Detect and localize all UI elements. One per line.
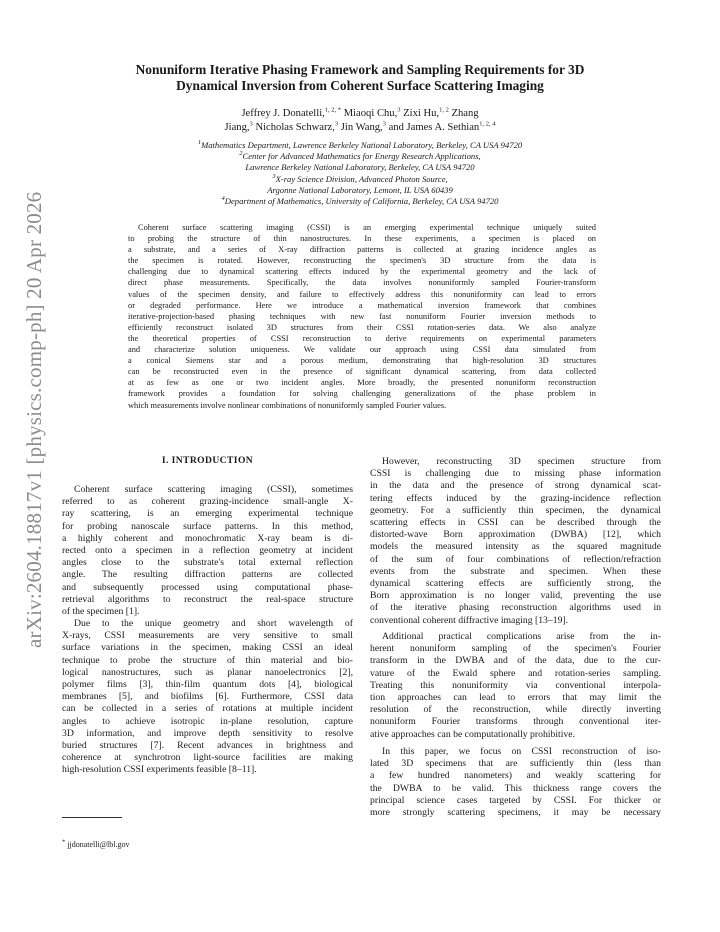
author-name: and James A. Sethian xyxy=(385,122,480,133)
affiliation-text: Mathematics Department, Lawrence Berkeley National Laboratory, Berkeley, CA USA 94720 xyxy=(201,140,523,150)
body-line: and subsequently processed using computational phase- xyxy=(62,581,353,593)
author-name: Jiang, xyxy=(224,122,250,133)
body-line: logical nanostructures, such as planar nanoelectronics [2], xyxy=(62,666,353,678)
abstract xyxy=(128,222,596,411)
body-line: dynamical scattering effects are sufficiently strong, the xyxy=(370,578,661,590)
affiliation-marker: 3 xyxy=(382,120,386,128)
body-line: coherence at synchrotron light-source facilities are making xyxy=(62,752,353,764)
abstract-line: to probing the structure of thin nanostructures. In these experiments, a specimen is placed on xyxy=(128,234,596,244)
paper-title xyxy=(80,62,640,94)
affiliation-marker: 3 xyxy=(334,120,339,128)
body-line: buried structures [7]. Recent advances in brightness and xyxy=(62,740,353,752)
author-name: Zixi Hu, xyxy=(400,108,440,119)
abstract-line: the specimen is rotated. However, reconstructing the specimen's 3D structure from the data is xyxy=(128,256,596,266)
affiliation xyxy=(100,140,620,151)
body-line: CSSI is challenging due to missing phase information xyxy=(370,468,661,480)
author-name: Miaoqi Chu, xyxy=(341,108,398,119)
abstract-line: the theoretical properties of CSSI reconstruction to derive requirements on experimental parameters xyxy=(128,333,596,343)
body-line: of the specimen [1]. xyxy=(62,606,140,618)
author-name: Jeffrey J. Donatelli, xyxy=(241,108,325,119)
abstract-line: a conical Siemens star and a porous medium, demonstrating that high-resolution 3D structures xyxy=(128,356,596,366)
affiliation-text: Argonne National Laboratory, Lemont, IL USA 60439 xyxy=(267,184,453,195)
affiliation-marker: 3 xyxy=(397,106,401,114)
affiliation-text: X-ray Science Division, Advanced Photon Source, xyxy=(275,173,448,184)
abstract-line: values of the specimen density, and failure to effectively address this nonuniformity can lead to errors xyxy=(128,289,596,299)
body-line: of the sum of four combinations of reflection/refraction xyxy=(370,553,661,565)
affiliation-marker: 4 xyxy=(221,195,225,203)
body-line: However, reconstructing 3D specimen structure from xyxy=(382,456,661,467)
affiliation-text: Center for Advanced Mathematics for Energy Research Applications, xyxy=(242,151,481,162)
abstract-line: and characterize solution uniqueness. We validate our approach using CSSI data simulated from xyxy=(128,345,596,355)
author-list xyxy=(100,107,620,135)
body-line: events from the substrate and specimen. When these xyxy=(370,565,661,577)
body-line: resolution of the reconstruction, while directly inverting xyxy=(370,704,661,716)
right-column-paragraph-1 xyxy=(370,456,661,627)
abstract-line: direct phase measurements. Specifically, the data involves nonuniformly sampled Fourier-transform xyxy=(128,278,596,288)
body-line: a few hundred nanometers) and weakly scattering for xyxy=(370,770,661,782)
abstract-line: can be reconstructed even in the presence of significant dynamical scattering, from data collected xyxy=(128,367,596,377)
body-line: Coherent surface scattering imaging (CSSI), sometimes xyxy=(74,484,353,495)
title-line: Dynamical Inversion from Coherent Surface Scattering Imaging xyxy=(176,78,544,93)
body-line: angles to achieve isotropic in-plane resolution, capture xyxy=(62,715,353,727)
body-line: principal science cases targeted by CSSI. For thicker or xyxy=(370,794,661,806)
title-line: Nonuniform Iterative Phasing Framework and Sampling Requirements for 3D xyxy=(135,62,585,77)
body-line: Additional practical complications arise from the in- xyxy=(382,631,661,642)
affiliation-marker: 1, 2, * xyxy=(324,106,342,114)
right-column-paragraph-2 xyxy=(370,631,661,741)
affiliation-marker: 1, 2 xyxy=(439,106,449,114)
affiliation xyxy=(100,151,620,162)
right-column-paragraph-3 xyxy=(370,746,661,819)
body-line: conventional coherent diffractive imaging [13–19]. xyxy=(370,614,569,626)
body-line: angle. The resulting diffraction patterns are collected xyxy=(62,569,353,581)
affiliation-marker: 3 xyxy=(272,172,276,180)
body-line: distorted-wave Born approximation (DWBA) [12], which xyxy=(370,529,661,541)
abstract-line: iterative-projection-based phasing techniques with new fast nonuniform Fourier inversion methods to xyxy=(128,311,596,321)
author-name: Zhang xyxy=(448,108,479,119)
body-line: tering effects induced by the grazing-incidence reflection xyxy=(370,492,661,504)
body-line: nonuniform Fourier transforms through conventional iter- xyxy=(370,716,661,728)
abstract-line: or degraded performance. Here we introduce a mathematical inversion framework that combines xyxy=(128,300,596,310)
affiliation xyxy=(100,196,620,207)
body-line: for probing nanoscale surface patterns. In this method, xyxy=(62,520,353,532)
abstract-line: framework provides a foundation for solving challenging generalizations of the phase problem in xyxy=(128,389,596,399)
body-line: Born approximation is no longer valid, preventing the use xyxy=(370,590,661,602)
body-line: ray scattering, is an emerging experimental technique xyxy=(62,508,353,520)
body-line: models the measured intensity as the squared magnitude xyxy=(370,541,661,553)
body-line: retrieval algorithms to reconstruct the real-space structure xyxy=(62,593,353,605)
body-line: ative approaches can be computationally prohibitive. xyxy=(370,728,575,740)
body-line: of the iterative phasing reconstruction algorithms used in xyxy=(370,602,661,614)
affiliation-text: Lawrence Berkeley National Laboratory, Berkeley, CA USA 94720 xyxy=(245,162,475,173)
body-line: herent nonuniform sampling of the specimen's Fourier xyxy=(370,643,661,655)
body-line: more strongly scattering specimens, it may be necessary xyxy=(370,807,661,819)
abstract-line: challenging due to dynamical scattering effects induced by the experimental geometry and the lack of xyxy=(128,267,596,277)
author-name: Nicholas Schwarz, xyxy=(252,122,335,133)
body-line: angles close to the substrate's total external reflection xyxy=(62,557,353,569)
footnote-email: jjdonatelli@lbl.gov xyxy=(67,840,130,849)
affiliation xyxy=(100,162,620,173)
affiliation-marker: 1, 2, 4 xyxy=(479,120,496,128)
body-line: in the data and the presence of strong dynamical scat- xyxy=(370,480,661,492)
body-line: referred to as coherent grazing-incidence small-angle X- xyxy=(62,496,353,508)
abstract-line: a substrate, and a series of X-ray diffraction patterns is collected at grazing incidence angles as xyxy=(128,245,596,255)
abstract-line: which measurements involve nonlinear combinations of nonuniformly sampled Fourier values. xyxy=(128,400,447,410)
affiliation-marker: 2 xyxy=(239,150,243,158)
body-line: vature of the Ewald sphere and rotation-series sampling. xyxy=(370,667,661,679)
body-line: Treating this nonuniformity via conventional interpola- xyxy=(370,679,661,691)
body-line: X-rays, CSSI measurements are very sensitive to small xyxy=(62,630,353,642)
abstract-line: at as few as one or two incident angles. More broadly, the presented nonuniform reconstruction xyxy=(128,378,596,388)
body-line: Due to the unique geometry and short wavelength of xyxy=(74,618,353,629)
footnote-divider xyxy=(62,817,122,818)
affiliation-text: Department of Mathematics, University of California, Berkeley, CA USA 94720 xyxy=(224,196,499,207)
affiliation-marker: 3 xyxy=(249,120,253,128)
author-line xyxy=(100,107,620,121)
affiliation-marker: 1 xyxy=(197,139,202,147)
body-line: high-resolution CSSI experiments feasible [8–11]. xyxy=(62,764,257,776)
footnote-marker: * xyxy=(62,838,66,846)
affiliation xyxy=(100,185,620,196)
author-name: Jin Wang, xyxy=(338,122,383,133)
body-line: lated 3D specimens that are sufficiently thin (less than xyxy=(370,758,661,770)
affiliations xyxy=(100,140,620,207)
affiliation xyxy=(100,174,620,185)
body-line: can be collected in a series of rotations at multiple incident xyxy=(62,703,353,715)
body-line: technique to probe the structure of thin material and bio- xyxy=(62,654,353,666)
abstract-line: efficiently reconstruct isolated 3D structures from their CSSI rotation-series data. We also analyze xyxy=(128,322,596,332)
body-line: In this paper, we focus on CSSI reconstruction of iso- xyxy=(382,746,661,757)
body-line: surface variations in the specimen, making CSSI an ideal xyxy=(62,642,353,654)
body-line: membranes [5], and biofilms [6]. Furthermore, CSSI data xyxy=(62,691,353,703)
body-line: a highly coherent and monochromatic X-ray beam is di- xyxy=(62,532,353,544)
body-line: geometry. For a sufficiently thin specimen, the dynamical xyxy=(370,504,661,516)
section-heading-introduction: I. INTRODUCTION xyxy=(161,455,254,466)
body-line: polymer films [3], thin-film quantum dots [4], biological xyxy=(62,679,353,691)
body-line: scattering effects in CSSI can be described through the xyxy=(370,517,661,529)
body-line: transform in the DWBA and of the data, due to the cur- xyxy=(370,655,661,667)
arxiv-identifier-stamp: arXiv:2604.18817v1 [physics.comp-ph] 20 Apr 2026 xyxy=(22,191,46,648)
footnote xyxy=(62,840,130,849)
left-column-paragraph-2 xyxy=(62,618,353,777)
body-line: 3D information, and improve depth sensitivity to resolve xyxy=(62,727,353,739)
left-column-paragraph-1 xyxy=(62,484,353,618)
body-line: the DWBA to be valid. This thickness range covers the xyxy=(370,782,661,794)
abstract-line: Coherent surface scattering imaging (CSSI) is an emerging experimental technique uniquely suited xyxy=(138,223,596,232)
body-line: tion approaches can lead to errors that may limit the xyxy=(370,692,661,704)
author-line xyxy=(100,121,620,135)
body-line: rected onto a specimen in a reflection geometry at incident xyxy=(62,545,353,557)
